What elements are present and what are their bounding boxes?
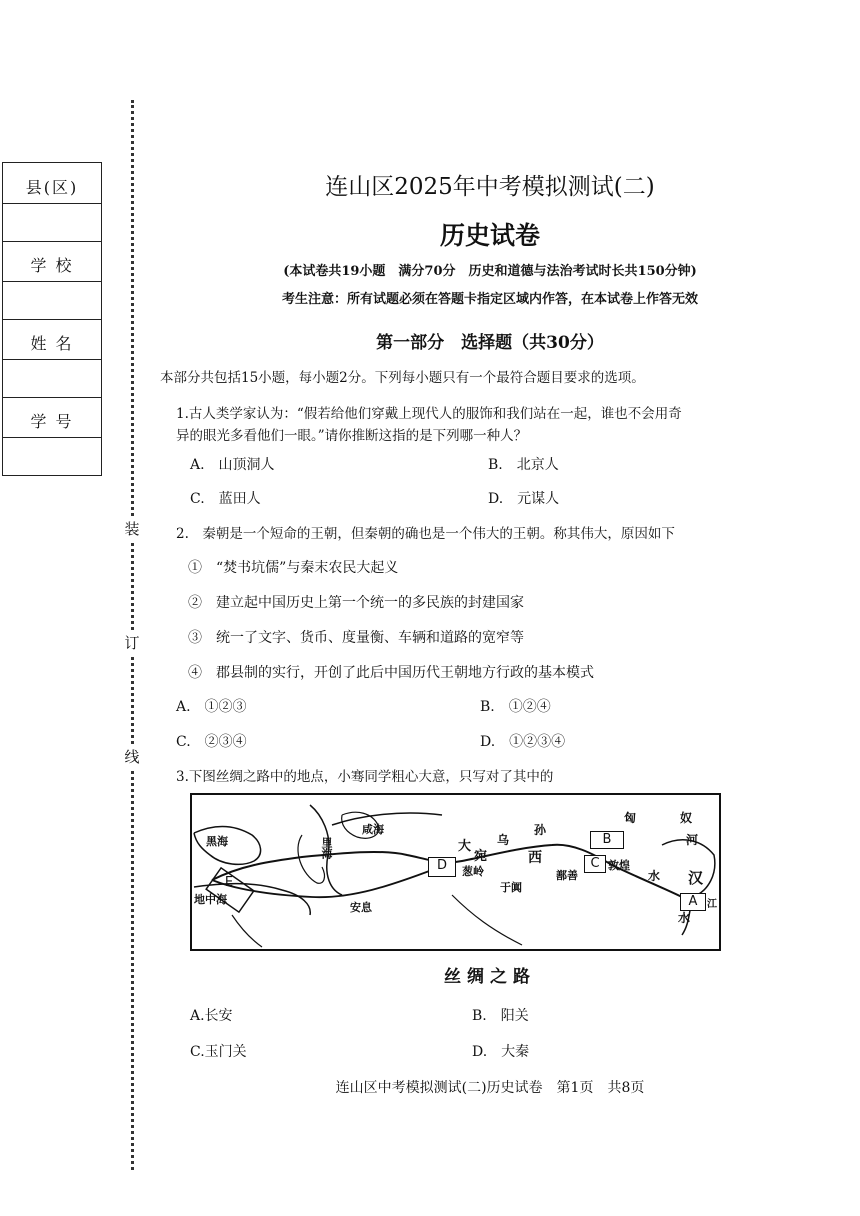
q2-option-b: B. ①②④ (480, 699, 551, 715)
map-label-yutian: 于阗 (500, 881, 522, 894)
q2-option-d: D. ①②③④ (480, 734, 566, 750)
map-label-shanshan: 鄯善 (556, 869, 578, 882)
map-label-med: 地中海 (194, 893, 227, 906)
map-box-b: B (590, 831, 624, 849)
map-label-jiang: 江 (707, 899, 717, 910)
info-divider (3, 437, 101, 438)
map-label-caspian: 里海 (320, 837, 333, 859)
exam-notice: 考生注意：所有试题必须在答题卡指定区域内作答，在本试卷上作答无效 (281, 292, 698, 307)
map-label-wusun-2: 孙 (534, 823, 547, 837)
info-divider (3, 203, 101, 204)
section-instruction: 本部分共包括15小题，每小题2分。下列每小题只有一个最符合题目要求的选项。 (160, 370, 645, 386)
q1-stem-line2: 异的眼光多看他们一眼。”请你推断这指的是下列哪一种人？ (176, 428, 528, 444)
student-info-box (2, 162, 102, 476)
section-title: 第一部分 选择题（共30分） (376, 333, 604, 353)
map-box-e: E (224, 875, 234, 890)
map-box-d: D (428, 857, 456, 877)
name-label: 姓 名 (30, 334, 74, 353)
map-label-anxi: 安息 (350, 901, 372, 914)
q2-item-2: ② 建立起中国历史上第一个统一的多民族的封建国家 (188, 595, 524, 611)
q1-option-c: C. 蓝田人 (190, 491, 261, 507)
page-footer: 连山区中考模拟测试(二)历史试卷 第1页 共8页 (335, 1080, 645, 1096)
map-label-xiongnu-2: 奴 (680, 811, 693, 825)
map-label-dayuan-1: 大 (458, 839, 472, 854)
silk-road-map (190, 793, 721, 951)
school-label: 学 校 (30, 256, 74, 275)
q2-item-3: ③ 统一了文字、货币、度量衡、车辆和道路的宽窄等 (188, 630, 524, 646)
map-label-shui-2: 水 (678, 911, 691, 925)
county-label: 县(区) (25, 178, 79, 197)
q1-option-d: D. 元谋人 (488, 491, 560, 507)
q3-option-d: D. 大秦 (472, 1044, 530, 1060)
binding-char-zhuang: 装 (122, 518, 142, 540)
map-label-dunhuang: 敦煌 (608, 859, 630, 872)
binding-char-xian: 线 (122, 746, 142, 768)
map-label-dayuan-2: 宛 (474, 849, 488, 864)
binding-char-ding: 订 (122, 632, 142, 654)
q2-option-a: A. ①②③ (176, 699, 247, 715)
q1-option-a: A. 山顶洞人 (190, 457, 275, 473)
map-caption: 丝绸之路 (444, 967, 536, 987)
q2-item-1: ① “焚书坑儒”与秦末农民大起义 (188, 560, 399, 576)
q1-option-b: B. 北京人 (488, 457, 559, 473)
exam-subject: 历史试卷 (439, 221, 540, 250)
q2-stem: 2. 秦朝是一个短命的王朝，但秦朝的确也是一个伟大的王朝。称其伟大，原因如下 (176, 526, 675, 542)
q2-option-c: C. ②③④ (176, 734, 247, 750)
info-divider (3, 281, 101, 282)
q1-stem-line1: 1.古人类学家认为：“假若给他们穿戴上现代人的服饰和我们站在一起，谁也不会用奇 (176, 406, 682, 422)
map-label-han: 汉 (688, 869, 704, 887)
map-box-a: A (680, 893, 706, 911)
q2-item-4: ④ 郡县制的实行，开创了此后中国历代王朝地方行政的基本模式 (188, 665, 594, 681)
info-divider (3, 319, 101, 320)
map-label-black-sea: 黑海 (206, 835, 228, 848)
map-box-c: C (584, 855, 606, 873)
exam-info: (本试卷共19小题 满分70分 历史和道德与法治考试时长共150分钟) (283, 264, 697, 279)
info-divider (3, 241, 101, 242)
q3-option-a: A.长安 (190, 1008, 233, 1024)
map-label-congling: 葱岭 (462, 865, 484, 878)
info-divider (3, 359, 101, 360)
exam-title: 连山区2025年中考模拟测试(二) (325, 174, 655, 200)
q3-stem: 3.下图丝绸之路中的地点，小骞同学粗心大意，只写对了其中的 (176, 769, 554, 785)
map-label-he: 河 (686, 833, 699, 847)
map-label-shui-1: 水 (648, 869, 661, 883)
map-label-xi: 西 (528, 850, 542, 866)
q3-option-b: B. 阳关 (472, 1008, 529, 1024)
info-divider (3, 397, 101, 398)
student-id-label: 学 号 (30, 412, 74, 431)
map-label-xiongnu-1: 匈 (624, 811, 637, 825)
map-label-aral: 咸海 (362, 823, 384, 836)
q3-option-c: C.玉门关 (190, 1044, 247, 1060)
map-label-wusun-1: 乌 (497, 833, 510, 847)
